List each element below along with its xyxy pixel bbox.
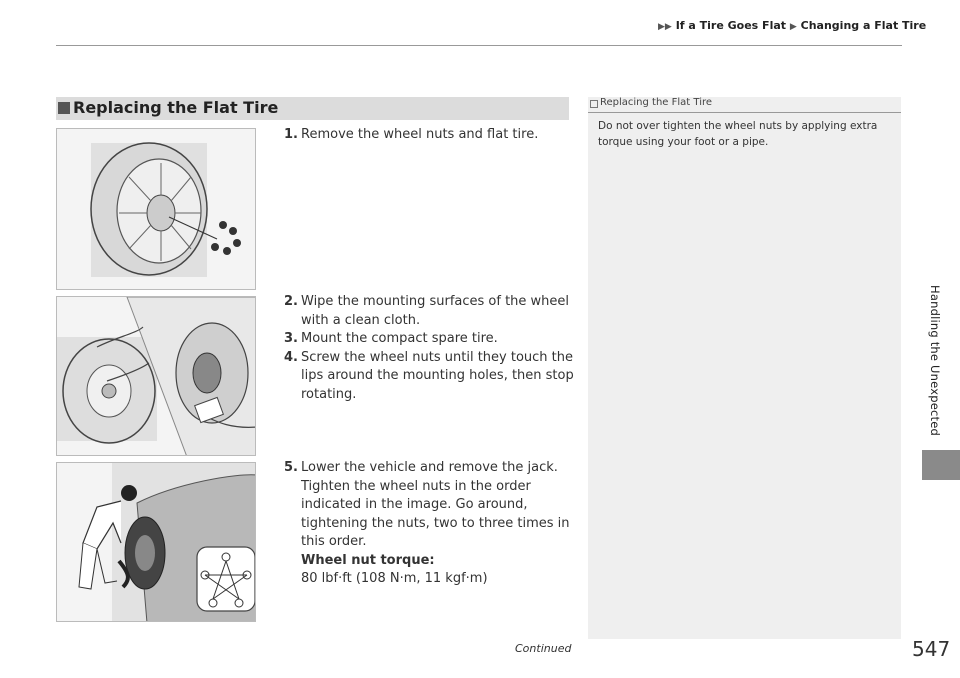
header-rule [56,45,902,46]
steps-block-3 [284,459,574,589]
figure-remove-tire [56,128,256,290]
step-number: 3. [284,331,298,346]
step-text: Screw the wheel nuts until they touch the lips around the mounting holes, then stop rotating. [301,349,574,402]
step-item [284,459,574,589]
note-header [588,97,901,113]
figure-tighten-nuts [56,462,256,622]
step-item [284,349,574,405]
page-number: 547 [912,637,951,661]
step-item [284,330,574,349]
section-heading [56,97,569,120]
step-number: 5. [284,460,298,475]
square-bullet-icon [58,102,70,114]
breadcrumb-part1: If a Tire Goes Flat [675,19,787,32]
side-tab-label: Handling the Unexpected [928,285,942,437]
step-number: 4. [284,349,298,365]
note-body: Do not over tighten the wheel nuts by applying extra torque using your foot or a pipe. [598,120,878,148]
torque-value: 80 lbf·ft (108 N·m, 11 kgf·m) [301,571,488,586]
step-number: 2. [284,294,298,309]
note-title: Replacing the Flat Tire [600,97,713,108]
step-text: Mount the compact spare tire. [301,331,498,346]
steps-block-1 [284,126,574,145]
triangle-right-icon: ▶▶ [658,22,672,32]
breadcrumb-part2: Changing a Flat Tire [800,19,927,32]
step-text: Lower the vehicle and remove the jack. Tighten the wheel nuts in the order indicated in the image. Go around, tightening the nuts, two to three times in this order. [301,460,570,549]
section-title: Replacing the Flat Tire [73,98,279,117]
step-item [284,293,574,330]
continued-label: Continued [515,642,572,655]
breadcrumb [658,19,926,32]
step-number: 1. [284,127,298,142]
steps-block-2 [284,293,574,404]
torque-label: Wheel nut torque: [301,552,435,568]
step-text: Remove the wheel nuts and flat tire. [301,127,539,142]
side-note [588,97,901,639]
step-text: Wipe the mounting surfaces of the wheel with a clean cloth. [301,294,570,328]
triangle-right-icon: ▶ [789,22,797,32]
figure-wipe-mount [56,296,256,456]
note-icon [590,100,598,108]
step-item [284,126,574,145]
side-tab-marker [922,450,960,480]
